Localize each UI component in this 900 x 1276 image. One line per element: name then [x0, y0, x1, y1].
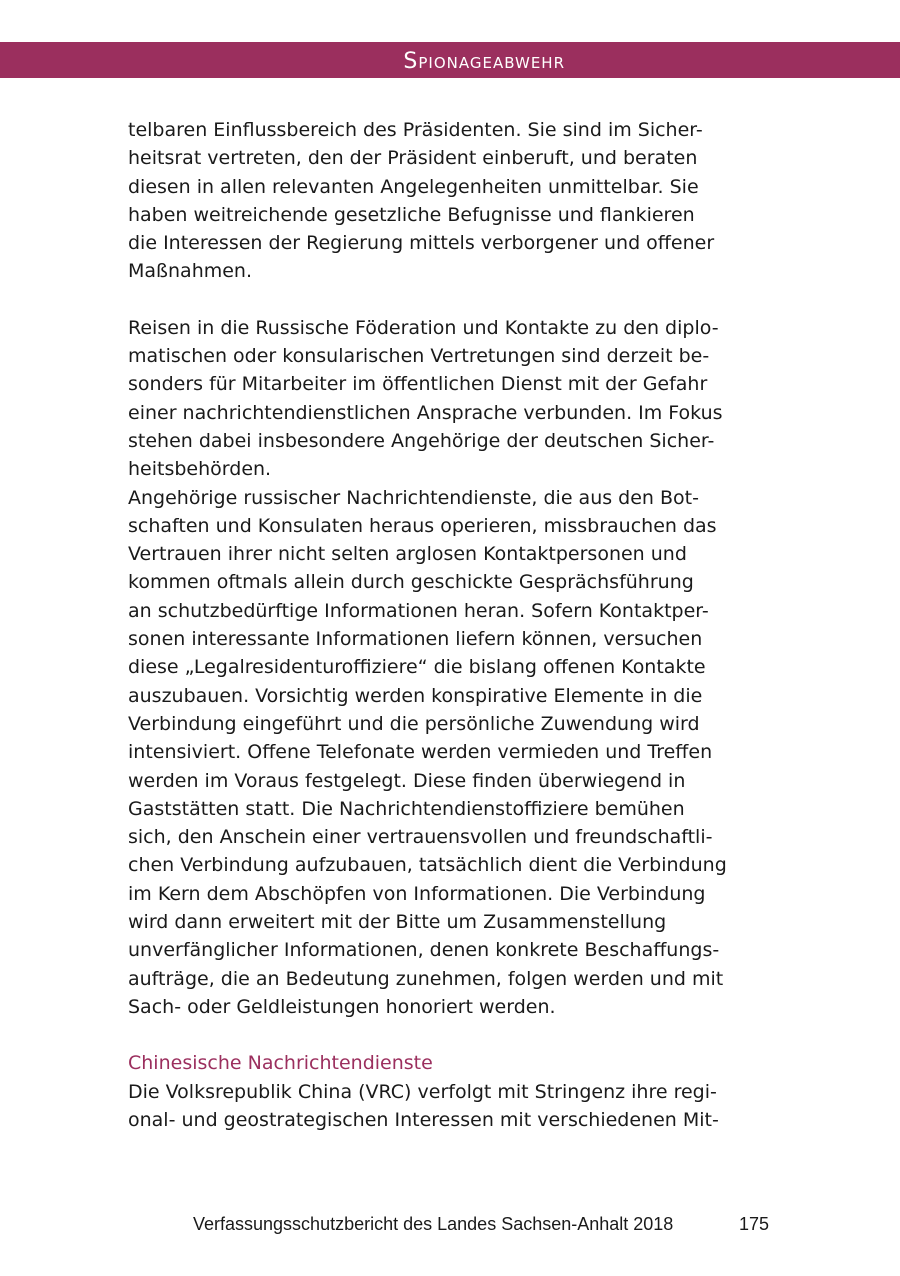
- text-line: die Interessen der Regierung mittels verborgener und offener: [128, 232, 715, 255]
- text-line: Vertrauen ihrer nicht selten arglosen Kontaktpersonen und: [128, 543, 687, 566]
- text-line: diesen in allen relevanten Angelegenheiten unmittelbar. Sie: [128, 175, 699, 198]
- text-line: sich, den Anschein einer vertrauensvollen und freundschaftli-: [128, 826, 713, 849]
- text-line: Verbindung eingeführt und die persönliche Zuwendung wird: [128, 712, 700, 735]
- page-number: 175: [739, 1214, 770, 1234]
- text-line: Reisen in die Russische Föderation und Kontakte zu den diplo-: [128, 316, 719, 339]
- text-line: werden im Voraus festgelegt. Diese finden überwiegend in: [128, 769, 686, 792]
- text-line: matischen oder konsularischen Vertretungen sind derzeit be-: [128, 345, 710, 368]
- text-line: diese „Legalresidenturoffiziere“ die bislang offenen Kontakte: [128, 656, 706, 679]
- chapter-title: Spionageabwehr: [403, 49, 565, 74]
- chapter-header-bar: [0, 42, 900, 78]
- paragraph-4: [128, 1078, 778, 1135]
- body-text: [128, 116, 778, 1134]
- text-line: heitsbehörden.: [128, 458, 272, 481]
- paragraph-spacer: [128, 1021, 778, 1049]
- text-line: kommen oftmals allein durch geschickte Gesprächsführung: [128, 571, 694, 594]
- text-line: intensiviert. Offene Telefonate werden vermieden und Treffen: [128, 741, 713, 764]
- text-line: Angehörige russischer Nachrichtendienste, die aus den Bot-: [128, 486, 699, 509]
- text-line: Maßnahmen.: [128, 260, 253, 283]
- section-heading: Chinesische Nachrichtendienste: [128, 1052, 433, 1075]
- text-line: Gaststätten statt. Die Nachrichtendienstoffiziere bemühen: [128, 797, 685, 820]
- text-line: sonen interessante Informationen liefern können, versuchen: [128, 628, 703, 651]
- text-line: Die Volksrepublik China (VRC) verfolgt mit Stringenz ihre regi-: [128, 1080, 717, 1103]
- paragraph-3: [128, 484, 778, 1022]
- text-line: Sach- oder Geldleistungen honoriert werden.: [128, 995, 556, 1018]
- text-line: wird dann erweitert mit der Bitte um Zusammenstellung: [128, 911, 667, 934]
- text-line: chen Verbindung aufzubauen, tatsächlich dient die Verbindung: [128, 854, 727, 877]
- text-line: onal- und geostrategischen Interessen mit verschiedenen Mit-: [128, 1108, 719, 1131]
- text-line: stehen dabei insbesondere Angehörige der deutschen Sicher-: [128, 429, 715, 452]
- paragraph-1: [128, 116, 778, 286]
- text-line: unverfänglicher Informationen, denen konkrete Beschaffungs-: [128, 939, 720, 962]
- footer-publication-title: Verfassungsschutzbericht des Landes Sachsen-Anhalt 2018: [193, 1214, 674, 1234]
- text-line: im Kern dem Abschöpfen von Informationen. Die Verbindung: [128, 882, 706, 905]
- text-line: schaften und Konsulaten heraus operieren, missbrauchen das: [128, 514, 717, 537]
- text-line: telbaren Einflussbereich des Präsidenten. Sie sind im Sicher-: [128, 119, 703, 141]
- paragraph-2: [128, 314, 778, 484]
- text-line: haben weitreichende gesetzliche Befugnisse und flankieren: [128, 203, 695, 226]
- text-line: auszubauen. Vorsichtig werden konspirative Elemente in die: [128, 684, 703, 707]
- text-line: aufträge, die an Bedeutung zunehmen, folgen werden und mit: [128, 967, 724, 990]
- text-line: heitsrat vertreten, den der Präsident einberuft, und beraten: [128, 147, 698, 170]
- text-line: einer nachrichtendienstlichen Ansprache verbunden. Im Fokus: [128, 401, 723, 424]
- paragraph-spacer: [128, 286, 778, 314]
- text-line: sonders für Mitarbeiter im öffentlichen Dienst mit der Gefahr: [128, 373, 708, 396]
- text-line: an schutzbedürftige Informationen heran. Sofern Kontaktper-: [128, 599, 709, 622]
